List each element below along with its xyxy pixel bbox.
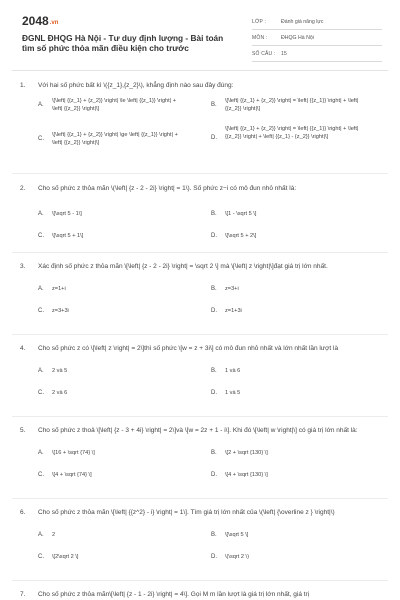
- option-b[interactable]: [211, 97, 360, 113]
- info-value: 15: [281, 50, 287, 57]
- option-text: 2: [52, 532, 56, 538]
- question-text: Cho số phức z có \[\left| z \right| = 2\]thì số phức \[w = z + 3i\] có mô đun nhỏ nhất và lớn nhất lần lượt là: [38, 345, 339, 352]
- question-number: 2.: [20, 185, 26, 192]
- option-letter: B.: [211, 368, 217, 374]
- option-letter: C.: [38, 554, 44, 560]
- option-text: z=1+3i: [225, 308, 242, 314]
- option-text: \[\sqrt 5 + 2\]: [225, 233, 257, 239]
- option-d[interactable]: [211, 125, 360, 142]
- option-letter: B.: [211, 532, 217, 538]
- option-b[interactable]: [211, 285, 360, 293]
- option-text: 2 và 6: [52, 390, 68, 396]
- info-label: SỐ CÂU :: [252, 50, 276, 57]
- option-c[interactable]: [38, 389, 187, 397]
- option-d[interactable]: [211, 471, 360, 479]
- question-text: Cho số phức z thỏa mãn \(\left| {z - 2 - 2i} \right| = 1\). Số phức z−i có mô đun nhỏ nhất là:: [38, 185, 297, 192]
- question-3: [20, 262, 388, 317]
- option-text: \[2\sqrt 2 \]: [52, 554, 79, 560]
- option-text: \[16 + \sqrt {74} \]: [52, 450, 95, 456]
- option-b[interactable]: [211, 367, 360, 375]
- option-a[interactable]: [38, 449, 187, 457]
- logo[interactable]: 2048.vn: [22, 14, 59, 28]
- option-letter: A.: [38, 368, 44, 374]
- question-7: [20, 590, 388, 600]
- option-a[interactable]: [38, 210, 187, 218]
- option-letter: A.: [38, 102, 44, 108]
- option-d[interactable]: [211, 232, 360, 240]
- info-table: [252, 14, 382, 62]
- option-letter: D.: [211, 554, 217, 560]
- info-label: MÔN :: [252, 34, 268, 41]
- option-letter: B.: [211, 450, 217, 456]
- option-text: \[\sqrt 5 + 1\]: [52, 233, 84, 239]
- question-4: [20, 344, 388, 399]
- option-a[interactable]: [38, 97, 187, 113]
- option-text: z=1+i: [52, 286, 66, 292]
- question-number: 7.: [20, 591, 26, 598]
- info-label: LỚP :: [252, 18, 267, 25]
- option-letter: A.: [38, 211, 44, 217]
- info-row-count: [252, 46, 382, 62]
- option-text: 1 và 5: [225, 390, 241, 396]
- question-separator: [12, 580, 388, 581]
- question-separator: [12, 334, 388, 335]
- question-text: Xác định số phức z thỏa mãn \[\left| {z - 2 - 2i} \right| = \sqrt 2 \] mà \[\left| z \right|\]đạt giá trị lớn nhất.: [38, 263, 328, 270]
- question-separator: [12, 416, 388, 417]
- option-letter: C.: [38, 472, 44, 478]
- question-text: Cho số phức z thỏa mãn \[\left| {{z^2} - i} \right| = 1\]. Tìm giá trị lớn nhất của \(\left| {\overline z } \right|\): [38, 509, 335, 516]
- info-row-subject: [252, 30, 382, 46]
- option-text: \[\left| {{z_1} + {z_2}} \right| \ge \left| {{z_1}} \right| + \left| {{z_2}} \right|\]: [52, 132, 178, 147]
- option-text: \[4 + \sqrt {74} \]: [52, 472, 92, 478]
- question-text: Cho số phức z thoả \[\left| {z - 3 + 4i} \right| = 2\]và \[w = 2z + 1 - i\]. Khi đó \[\left| w \right|\] có giá trị lớn nhất là:: [38, 427, 358, 434]
- option-text: 2 và 5: [52, 368, 68, 374]
- info-row-class: [252, 14, 382, 30]
- option-letter: C.: [38, 233, 44, 239]
- option-letter: D.: [211, 233, 217, 239]
- option-letter: B.: [211, 211, 217, 217]
- option-text: \[\left| {{z_1} + {z_2}} \right| = \left| {{z_1}} \right| + \left| {{z_2}} \right|\]: [225, 98, 359, 113]
- option-text: \[\sqrt 5 \]: [225, 532, 249, 538]
- option-c[interactable]: [38, 232, 187, 240]
- option-text: \[\left| {{z_1} + {z_2}} \right| \le \left| {{z_1}} \right| + \left| {{z_2}} \right|\]: [52, 98, 176, 113]
- option-letter: C.: [38, 390, 44, 396]
- question-number: 6.: [20, 509, 26, 516]
- option-text: z=3+i: [225, 286, 239, 292]
- question-1: [20, 81, 388, 159]
- option-letter: B.: [211, 102, 217, 108]
- question-separator: [12, 498, 388, 499]
- question-number: 1.: [20, 82, 26, 89]
- option-text: \[4 + \sqrt {130} \]: [225, 472, 268, 478]
- option-d[interactable]: [211, 389, 360, 397]
- document-header: [0, 0, 400, 72]
- option-letter: A.: [38, 286, 44, 292]
- question-number: 4.: [20, 345, 26, 352]
- question-5: [20, 426, 388, 481]
- option-text: \[\sqrt 5 - 1\]: [52, 211, 82, 217]
- option-text: \[1 - \sqrt 5 \]: [225, 211, 257, 217]
- option-text: \[2 + \sqrt {130} \]: [225, 450, 268, 456]
- question-number: 5.: [20, 427, 26, 434]
- option-c[interactable]: [38, 131, 187, 147]
- document-title: ĐGNL ĐHQG Hà Nội - Tư duy định lượng - Bài toán tìm số phức thỏa mãn điều kiện cho trước: [22, 33, 224, 53]
- question-separator: [12, 173, 388, 174]
- option-letter: A.: [38, 532, 44, 538]
- option-a[interactable]: [38, 531, 187, 539]
- option-letter: D.: [211, 308, 217, 314]
- info-value: Đánh giá năng lực: [281, 18, 324, 25]
- option-text: z=3+3i: [52, 308, 69, 314]
- option-letter: A.: [38, 450, 44, 456]
- option-d[interactable]: [211, 553, 360, 561]
- option-a[interactable]: [38, 367, 187, 375]
- option-b[interactable]: [211, 449, 360, 457]
- option-letter: D.: [211, 390, 217, 396]
- header-divider: [12, 70, 388, 71]
- option-letter: C.: [38, 308, 44, 314]
- option-b[interactable]: [211, 531, 360, 539]
- question-6: [20, 508, 388, 563]
- option-text: \(\sqrt 2 \): [225, 554, 249, 560]
- option-c[interactable]: [38, 553, 187, 561]
- option-letter: C.: [38, 136, 44, 142]
- question-2: [20, 184, 388, 239]
- option-c[interactable]: [38, 307, 187, 315]
- question-number: 3.: [20, 263, 26, 270]
- question-text: Cho số phức z thỏa mãn\[\left| {z - 1 - 2i} \right| = 4\]. Gọi M m lần lượt là giá trị lớn nhất, giá trị: [38, 591, 310, 598]
- option-d[interactable]: [211, 307, 360, 315]
- question-text: Với hai số phức bất kì \({z_1},{z_2}\), khẳng định nào sau đây đúng:: [38, 82, 234, 89]
- option-b[interactable]: [211, 210, 360, 218]
- option-c[interactable]: [38, 471, 187, 479]
- option-letter: D.: [211, 135, 217, 141]
- info-value: ĐHQG Hà Nội: [281, 34, 314, 41]
- option-text: 1 và 6: [225, 368, 241, 374]
- option-letter: D.: [211, 472, 217, 478]
- option-a[interactable]: [38, 285, 187, 293]
- option-text: \[\left| {{z_1} + {z_2}} \right| = \left| {{z_1}} \right| + \left| {{z_2}} \right| + \left| {{z_1} - {z_2}} \right|\]: [225, 126, 359, 141]
- option-letter: B.: [211, 286, 217, 292]
- question-separator: [12, 252, 388, 253]
